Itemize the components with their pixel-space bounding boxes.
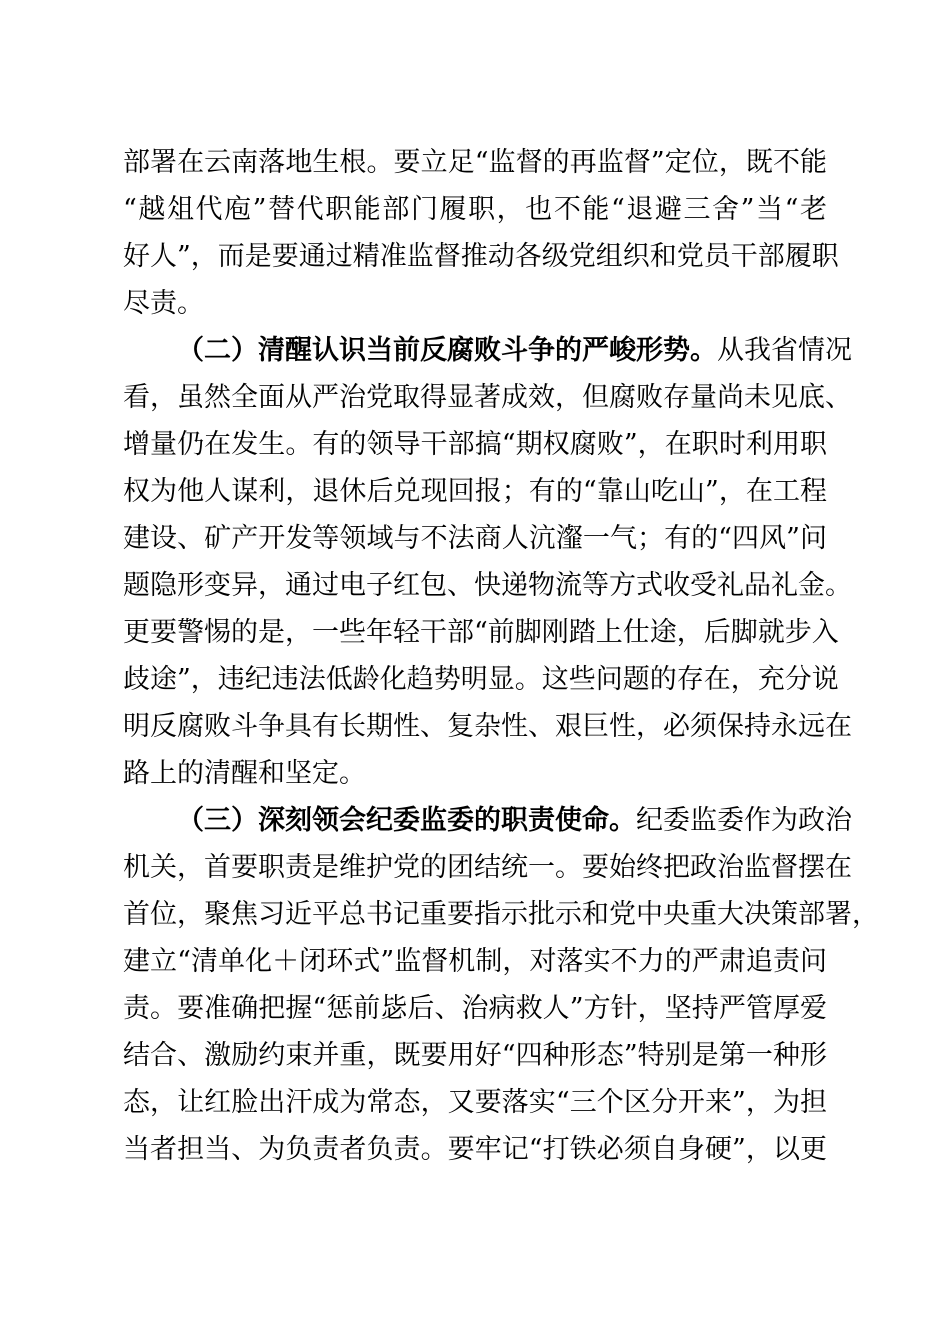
text-line: 尽责。 bbox=[123, 288, 204, 319]
text-line: 好人”，而是要通过精准监督推动各级党组织和党员干部履职 bbox=[123, 241, 839, 272]
text-line: 态，让红脸出汗成为常态，又要落实“三个区分开来”，为担 bbox=[123, 1087, 827, 1118]
text-line: 机关，首要职责是维护党的团结统一。要始终把政治监督摆在 bbox=[123, 852, 852, 883]
paragraph-heading: （二）清醒认识当前反腐败斗争的严峻形势。 bbox=[177, 335, 717, 366]
paragraph-text: 纪委监委作为政治 bbox=[636, 805, 852, 836]
text-line: 建立“清单化＋闭环式”监督机制，对落实不力的严肃追责问 bbox=[123, 946, 827, 977]
text-line: 权为他人谋利，退休后兑现回报；有的“靠山吃山”，在工程 bbox=[123, 476, 827, 507]
paragraph-1 bbox=[123, 139, 839, 327]
text-line: “越俎代庖”替代职能部门履职，也不能“退避三舍”当“老 bbox=[123, 194, 827, 225]
paragraph-text: 从我省情况 bbox=[717, 335, 852, 366]
text-line: 路上的清醒和坚定。 bbox=[123, 758, 366, 789]
paragraph-first-line bbox=[123, 327, 852, 374]
paragraph-2 bbox=[123, 327, 852, 797]
text-line: 更要警惕的是，一些年轻干部“前脚刚踏上仕途，后脚就步入 bbox=[123, 617, 839, 648]
text-line: 看，虽然全面从严治党取得显著成效，但腐败存量尚未见底、 bbox=[123, 382, 852, 413]
text-line: 部署在云南落地生根。要立足“监督的再监督”定位，既不能 bbox=[123, 147, 827, 178]
text-line: 歧途”，违纪违法低龄化趋势明显。这些问题的存在，充分说 bbox=[123, 664, 839, 695]
text-line: 结合、激励约束并重，既要用好“四种形态”特别是第一种形 bbox=[123, 1040, 827, 1071]
text-line: 责。要准确把握“惩前毖后、治病救人”方针，坚持严管厚爱 bbox=[123, 993, 827, 1024]
text-line: 当者担当、为负责者负责。要牢记“打铁必须自身硬”，以更 bbox=[123, 1134, 827, 1165]
text-line: 首位，聚焦习近平总书记重要指示批示和党中央重大决策部署， bbox=[123, 899, 879, 930]
text-line: 明反腐败斗争具有长期性、复杂性、艰巨性，必须保持永远在 bbox=[123, 711, 852, 742]
paragraph-3 bbox=[123, 797, 879, 1173]
document-page bbox=[123, 139, 879, 1173]
paragraph-heading: （三）深刻领会纪委监委的职责使命。 bbox=[177, 805, 636, 836]
text-line: 题隐形变异，通过电子红包、快递物流等方式收受礼品礼金。 bbox=[123, 570, 852, 601]
text-line: 建设、矿产开发等领域与不法商人沆瀣一气；有的“四风”问 bbox=[123, 523, 827, 554]
text-line: 增量仍在发生。有的领导干部搞“期权腐败”，在职时利用职 bbox=[123, 429, 827, 460]
paragraph-first-line bbox=[123, 797, 852, 844]
